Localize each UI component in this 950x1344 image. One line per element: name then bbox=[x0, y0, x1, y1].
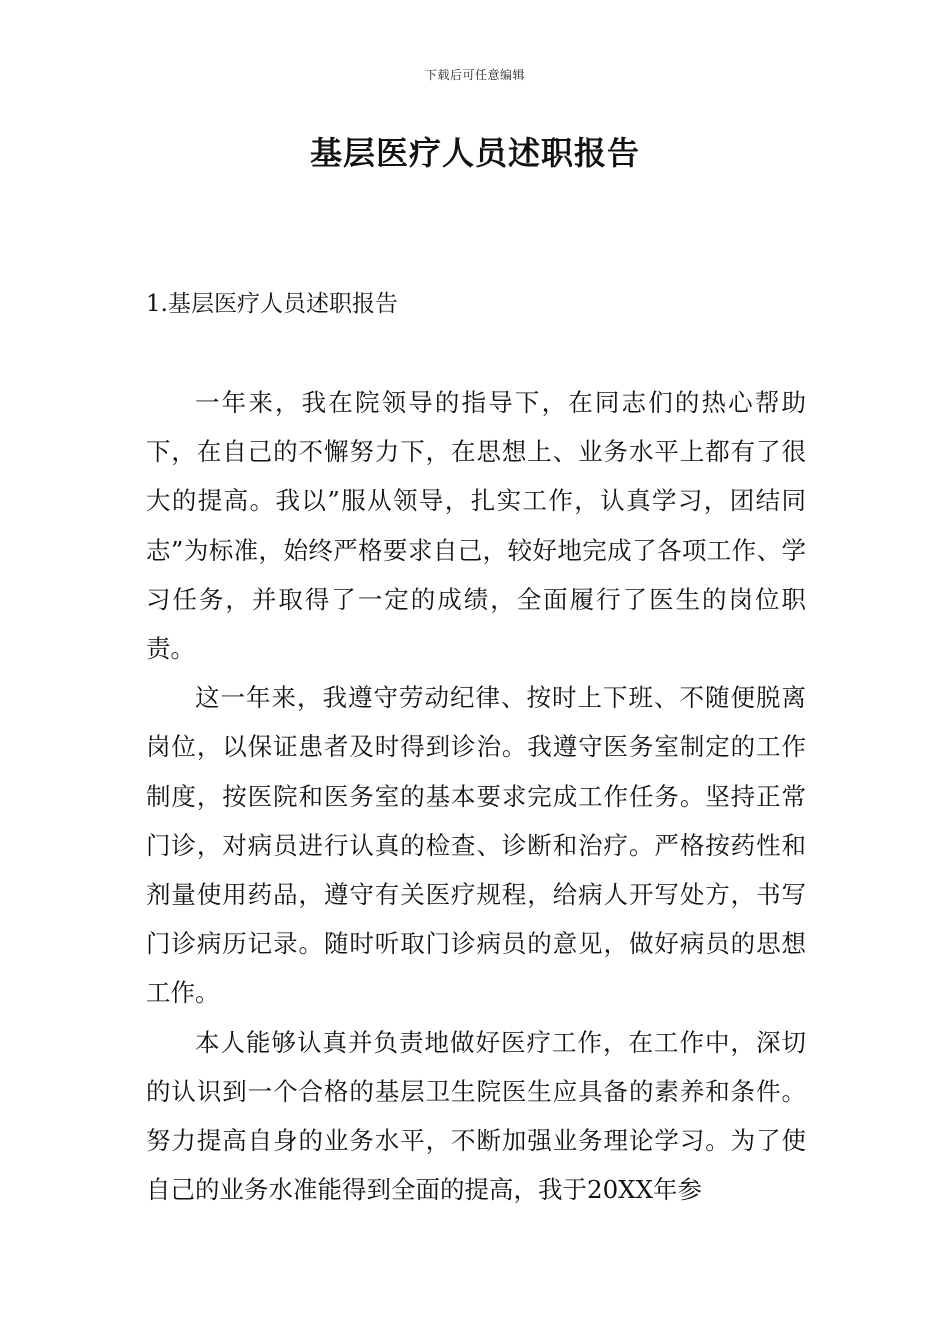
document-body bbox=[146, 378, 806, 1214]
document-title: 基层医疗人员述职报告 bbox=[309, 134, 640, 172]
section-heading: 1.基层医疗人员述职报告 bbox=[146, 291, 398, 317]
header-note: 下载后可任意编辑 bbox=[424, 68, 525, 82]
paragraph-1: 一年来，我在院领导的指导下，在同志们的热心帮助下，在自己的不懈努力下，在思想上、业务水平上都有了很大的提高。我以”服从领导，扎实工作，认真学习，团结同志”为标准，始终严格要求自己，较好地完成了各项工作、学习任务，并取得了一定的成绩，全面履行了医生的岗位职责。 bbox=[146, 388, 806, 664]
paragraph-3: 本人能够认真并负责地做好医疗工作，在工作中，深切的认识到一个合格的基层卫生院医生应具备的素养和条件。努力提高自身的业务水平，不断加强业务理论学习。为了使自己的业务水准能得到全面的提高，我于20XX年参 bbox=[146, 1027, 806, 1205]
paragraph-2: 这一年来，我遵守劳动纪律、按时上下班、不随便脱离岗位，以保证患者及时得到诊治。我遵守医务室制定的工作制度，按医院和医务室的基本要求完成工作任务。坚持正常门诊，对病员进行认真的检查、诊断和治疗。严格按药性和剂量使用药品，遵守有关医疗规程，给病人开写处方，书写门诊病历记录。随时听取门诊病员的意见，做好病员的思想工作。 bbox=[146, 683, 806, 1008]
